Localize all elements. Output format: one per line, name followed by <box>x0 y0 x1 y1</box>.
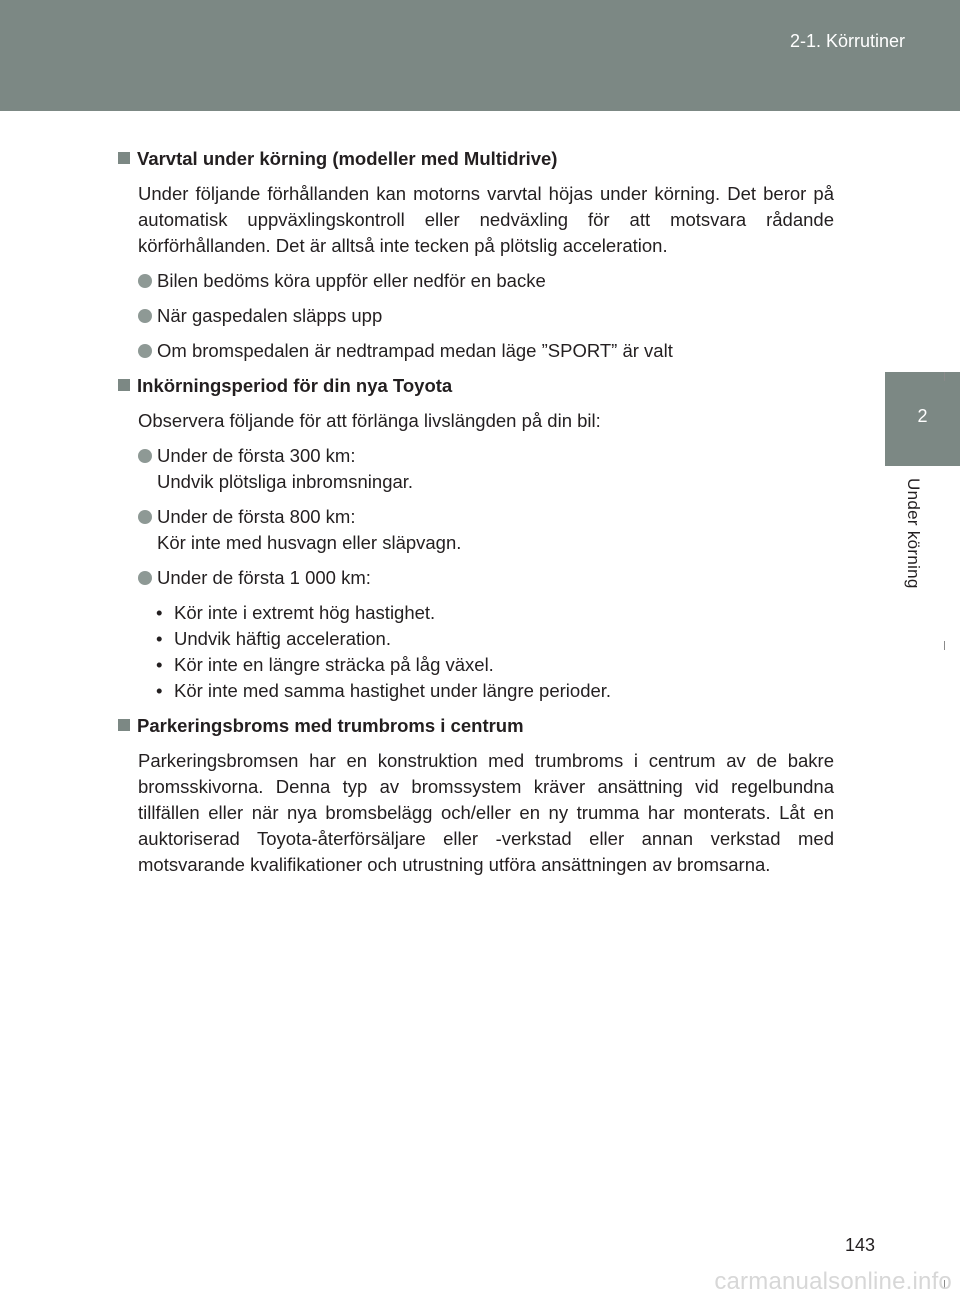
circle-bullet-icon <box>138 344 152 358</box>
section-heading-text: Varvtal under körning (modeller med Multidrive) <box>137 148 558 169</box>
list-item-text: Bilen bedöms köra uppför eller nedför en backe <box>157 270 546 291</box>
section-title: 2-1. Körrutiner <box>789 31 905 51</box>
circle-bullet-icon <box>138 449 152 463</box>
chapter-label: Under körning <box>904 478 923 589</box>
list-item-subtext: Undvik plötsliga inbromsningar. <box>157 471 414 492</box>
list-item <box>138 338 834 364</box>
sub-list-item-text: Kör inte med samma hastighet under längre perioder. <box>174 680 612 701</box>
list-item-text: Under de första 300 km: <box>157 445 356 466</box>
page-number: 143 <box>844 1235 875 1255</box>
sub-list-item-text: Undvik häftig acceleration. <box>174 628 391 649</box>
list-item <box>138 268 834 294</box>
crop-mark <box>944 372 945 381</box>
section-heading-text: Inkörningsperiod för din nya Toyota <box>137 375 453 396</box>
watermark-text: carmanualsonline.info <box>714 1268 952 1295</box>
list-item <box>138 504 834 556</box>
list-item <box>138 565 834 591</box>
circle-bullet-icon <box>138 571 152 585</box>
circle-bullet-icon <box>138 510 152 524</box>
section-heading <box>118 146 834 172</box>
section-heading-text: Parkeringsbroms med trumbroms i centrum <box>137 715 524 736</box>
paragraph: Observera följande för att förlänga livslängden på din bil: <box>138 410 601 431</box>
header-band <box>0 0 960 111</box>
page-content <box>118 146 834 887</box>
list-item <box>138 303 834 329</box>
list-item <box>138 443 834 495</box>
chapter-tab <box>885 372 960 466</box>
square-bullet-icon <box>118 379 130 391</box>
sub-list-item: • Kör inte med samma hastighet under längre perioder. <box>156 678 834 704</box>
list-item-text: Under de första 800 km: <box>157 506 356 527</box>
paragraph: Under följande förhållanden kan motorns varvtal höjas under körning. Det beror på automatisk uppväxlingskontroll eller nedväxling för att motsvara rådande körförhållanden. Det är alltså inte tecken på plötslig acceleration. <box>138 183 834 256</box>
square-bullet-icon <box>118 719 130 731</box>
section-heading <box>118 713 834 739</box>
sub-list-item: • Undvik häftig acceleration. <box>156 626 834 652</box>
crop-mark <box>944 641 945 650</box>
sub-list-item: • Kör inte en längre sträcka på låg växel. <box>156 652 834 678</box>
list-item-text: När gaspedalen släpps upp <box>157 305 383 326</box>
circle-bullet-icon <box>138 274 152 288</box>
list-item-text: Om bromspedalen är nedtrampad medan läge ”SPORT” är valt <box>157 340 673 361</box>
section-heading <box>118 373 834 399</box>
sub-list <box>156 600 834 704</box>
circle-bullet-icon <box>138 309 152 323</box>
chapter-number: 2 <box>917 406 928 426</box>
sub-list-item-text: Kör inte i extremt hög hastighet. <box>174 602 436 623</box>
list-item-subtext: Kör inte med husvagn eller släpvagn. <box>157 532 462 553</box>
paragraph: Parkeringsbromsen har en konstruktion med trumbroms i centrum av de bakre bromsskivorna. Denna typ av bromssystem kräver ansättning vid regelbundna tillfällen eller när nya bromsbelägg och/eller en ny trumma har monterats. Låt en auktoriserad Toyota-återförsäljare eller -verkstad eller annan verkstad med motsvarande kvalifikationer och utrustning utföra ansättningen av bromsarna. <box>138 750 834 875</box>
list-item-text: Under de första 1 000 km: <box>157 567 371 588</box>
sub-list-item: • Kör inte i extremt hög hastighet. <box>156 600 834 626</box>
sub-list-item-text: Kör inte en längre sträcka på låg växel. <box>174 654 494 675</box>
square-bullet-icon <box>118 152 130 164</box>
